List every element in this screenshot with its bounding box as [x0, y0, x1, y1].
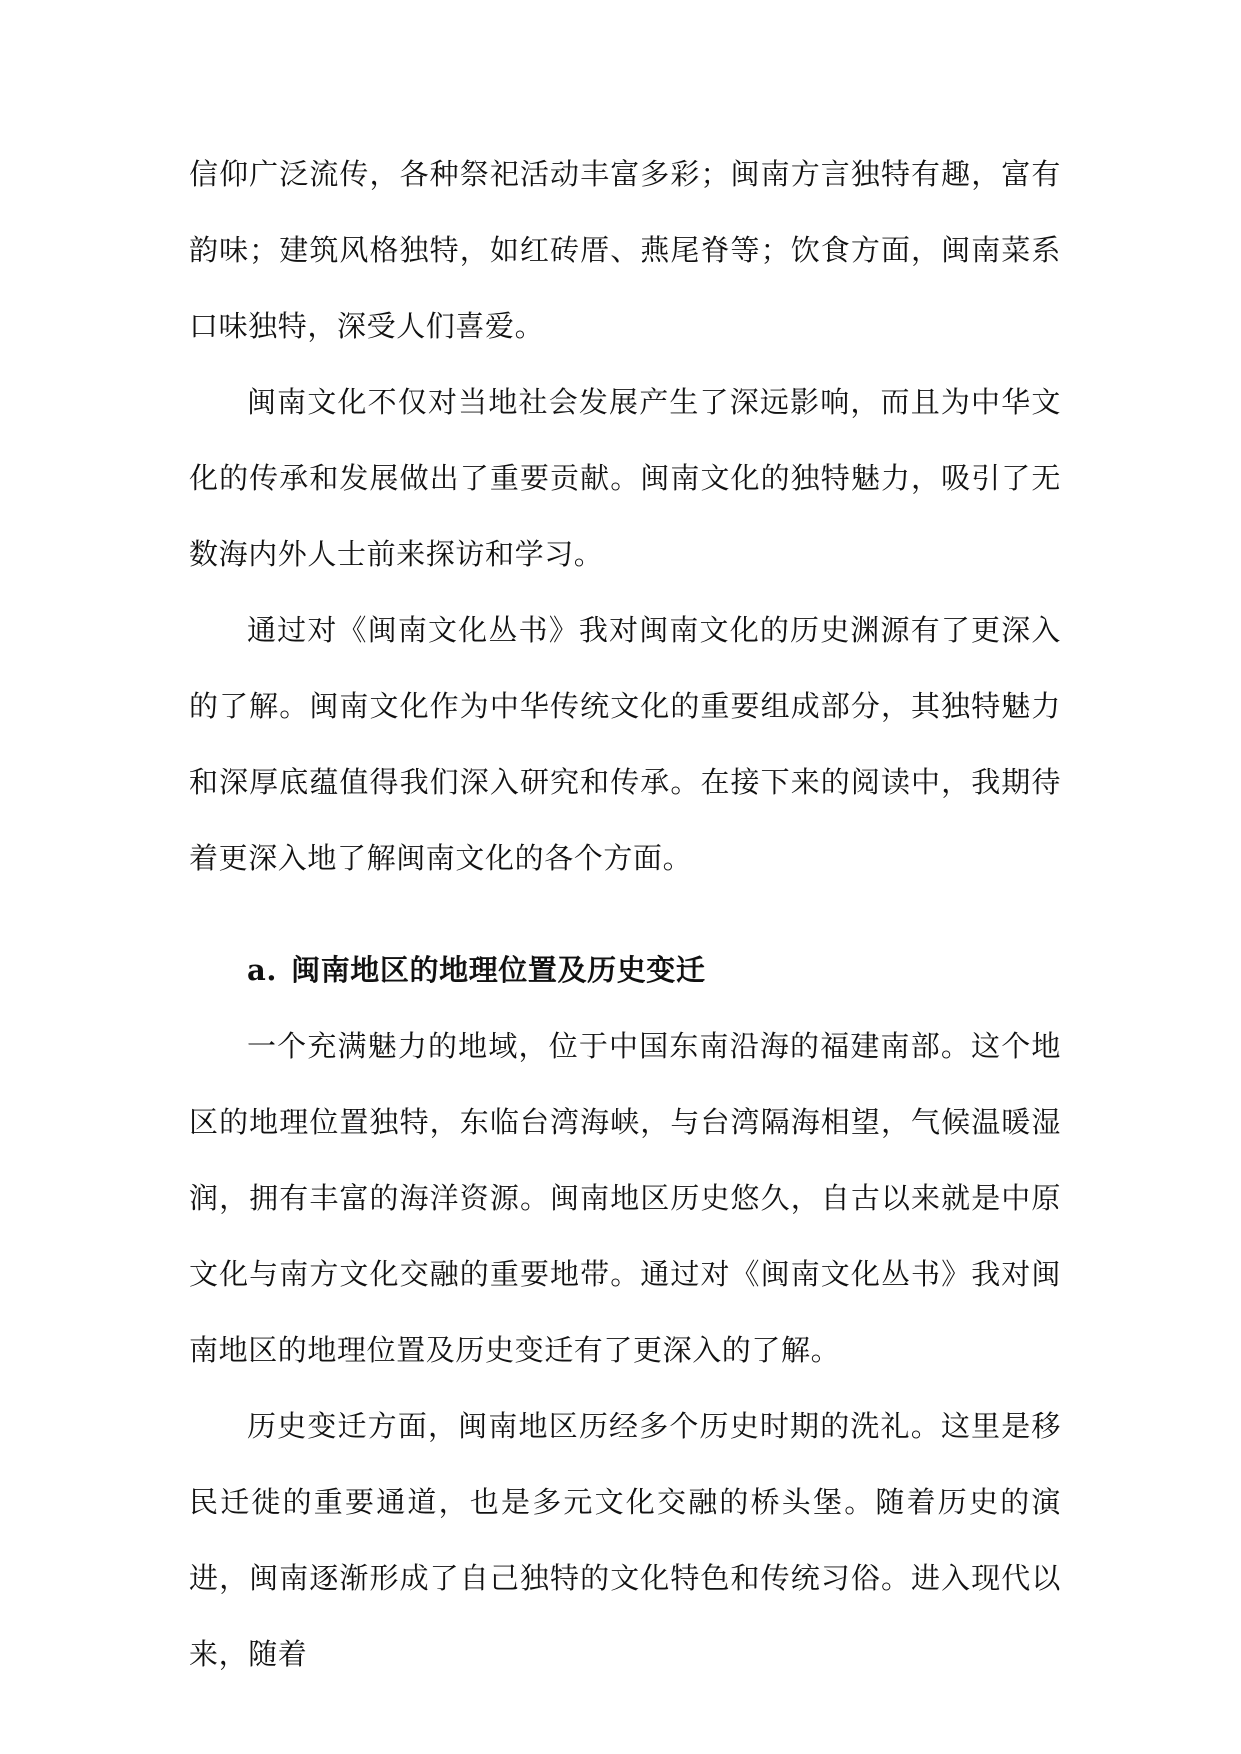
- paragraph-continuation: 信仰广泛流传，各种祭祀活动丰富多彩；闽南方言独特有趣，富有韵味；建筑风格独特，如红砖厝、燕尾脊等；饮食方面，闽南菜系口味独特，深受人们喜爱。: [189, 157, 1061, 343]
- paragraph-history: 历史变迁方面，闽南地区历经多个历史时期的洗礼。这里是移民迁徙的重要通道，也是多元文化交融的桥头堡。随着历史的演进，闽南逐渐形成了自己独特的文化特色和传统习俗。进入现代以来，随着: [189, 1409, 1061, 1671]
- section-heading-title: 闽南地区的地理位置及历史变迁: [291, 953, 706, 987]
- section-heading-marker: a.: [247, 953, 278, 987]
- document-body: [189, 136, 1061, 1692]
- paragraph-minnan-influence: 闽南文化不仅对当地社会发展产生了深远影响，而且为中华文化的传承和发展做出了重要贡献。闽南文化的独特魅力，吸引了无数海内外人士前来探访和学习。: [189, 385, 1061, 571]
- section-heading: [189, 932, 1061, 1008]
- paragraph-geography: 一个充满魅力的地域，位于中国东南沿海的福建南部。这个地区的地理位置独特，东临台湾海峡，与台湾隔海相望，气候温暖湿润，拥有丰富的海洋资源。闽南地区历史悠久，自古以来就是中原文化与南方文化交融的重要地带。通过对《闽南文化丛书》我对闽南地区的地理位置及历史变迁有了更深入的了解。: [189, 1029, 1061, 1367]
- paragraph-minnan-book-reflection: 通过对《闽南文化丛书》我对闽南文化的历史渊源有了更深入的了解。闽南文化作为中华传统文化的重要组成部分，其独特魅力和深厚底蕴值得我们深入研究和传承。在接下来的阅读中，我期待着更深入地了解闽南文化的各个方面。: [189, 613, 1061, 875]
